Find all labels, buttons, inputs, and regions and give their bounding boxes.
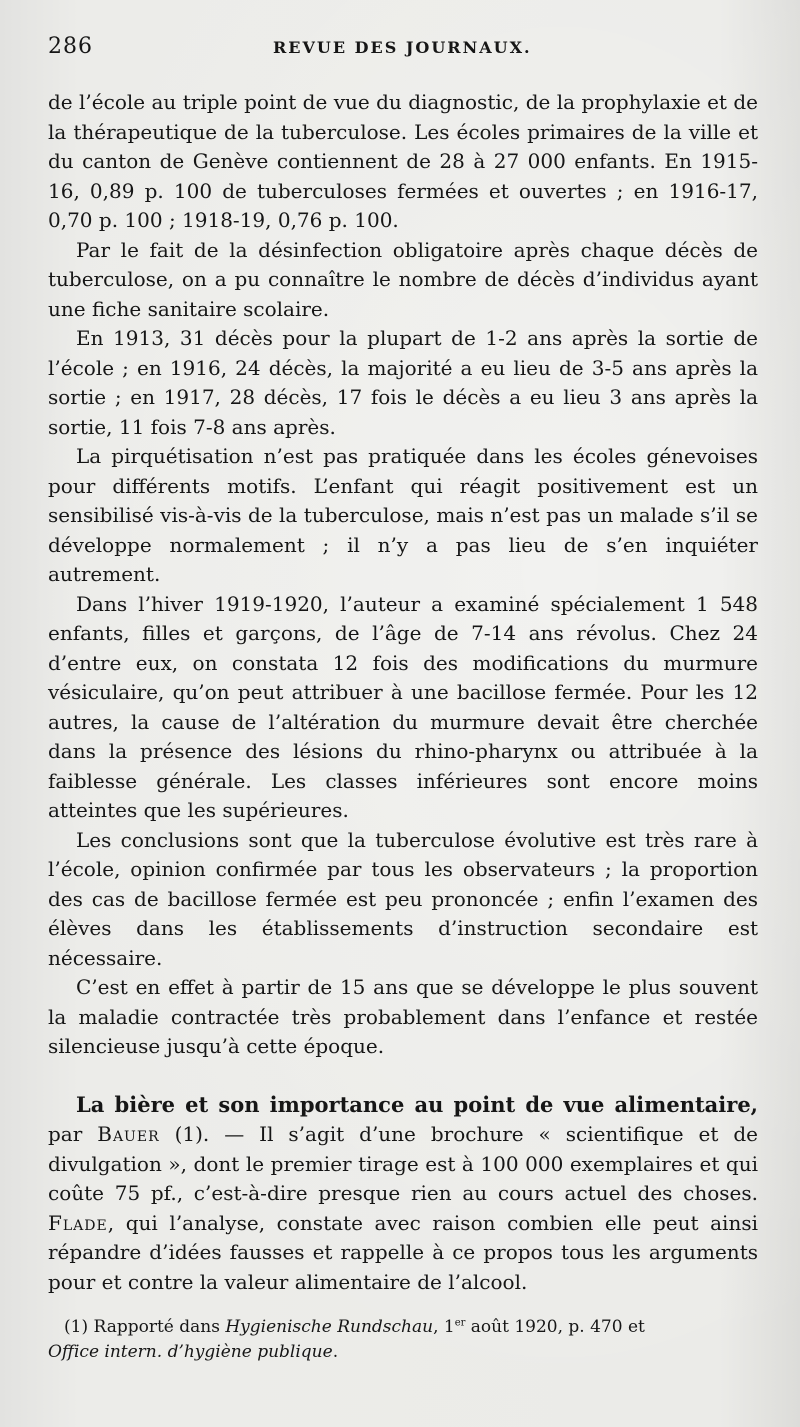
page-number: 286	[48, 34, 93, 59]
footnote-continuation	[48, 1340, 758, 1365]
article-headline: La bière et son importance au point de vue alimentaire,	[76, 1091, 758, 1117]
article-by: par	[48, 1122, 83, 1146]
footnote-date-sup: er	[454, 1317, 466, 1329]
paragraph-pirquet: La pirquétisation n’est pas pratiquée dans les écoles génevoises pour différents motifs. L’enfant qui réagit positivement est un sensibilisé vis-à-vis de la tuberculose, mais n’est pas un malade s’il se développe normalement ; il n’y a pas lieu de s’en inquiéter autrement.	[48, 444, 758, 586]
paragraph-winter-study: Dans l’hiver 1919-1920, l’auteur a examiné spécialement 1 548 enfants, filles et garçons, de l’âge de 7-14 ans révolus. Chez 24 d’entre eux, on constata 12 fois des modifications du murmure vésiculaire, qu’on peut attribuer à une bacillose fermée. Pour les 12 autres, la cause de l’altération du murmure devait être cherchée dans la présence des lésions du rhino-pharynx ou attribuée à la faiblesse générale. Les classes inférieures sont encore moins atteintes que les supérieures.	[48, 591, 758, 822]
paragraph-conclusions: Les conclusions sont que la tuberculose évolutive est très rare à l’école, opinion confirmée par tous les observateurs ; la proportion des cas de bacillose fermée est peu prononcée ; enfin l’examen des élèves dans les établissements d’instruction secondaire est nécessaire.	[48, 827, 758, 970]
footnotes	[48, 1315, 758, 1365]
footnote-1	[48, 1315, 758, 1365]
article-author: Bauer	[97, 1122, 160, 1146]
body-text	[48, 88, 758, 1297]
footnote-office: Office intern. d’hygiène publique	[48, 1342, 333, 1362]
article-beer	[48, 1090, 758, 1298]
running-head	[48, 28, 758, 68]
footnote-marker: (1)	[64, 1317, 89, 1337]
article-reviewer: Flade	[48, 1210, 108, 1235]
footnote-text-after: août 1920, p. 470 et	[465, 1317, 645, 1337]
footnote-reference: (1).	[174, 1122, 210, 1146]
article-body-part2: , qui l’analyse, constate avec raison combien elle peut ainsi répandre d’idées fausses et rappelle à ce propos tous les arguments pour et contre la valeur alimentaire de l’alcool.	[48, 1210, 758, 1294]
paragraph-disinfection: Par le fait de la désinfection obligatoire après chaque décès de tuberculose, on a pu connaître le nombre de décès d’individus ayant une fiche sanitaire scolaire.	[48, 237, 758, 321]
article-body-part1: — Il s’agit d’une brochure « scientifique et de divulgation », dont le premier tirage est à 100 000 exemplaires et qui coûte 75 pf., c’est-à-dire presque rien au cours actuel des choses.	[48, 1122, 759, 1205]
footnote-date-day: , 1	[433, 1317, 455, 1337]
journal-title: REVUE DES JOURNAUX.	[273, 38, 532, 57]
paragraph-deaths: En 1913, 31 décès pour la plupart de 1-2 ans après la sortie de l’école ; en 1916, 24 décès, la majorité a eu lieu de 3-5 ans après la sortie ; en 1917, 28 décès, 17 fois le décès a eu lieu 3 ans après la sortie, 11 fois 7-8 ans après.	[48, 326, 758, 439]
footnote-text-before: Rapporté dans	[93, 1317, 220, 1337]
footnote-source: Hygienische Rundschau	[225, 1317, 434, 1337]
footnote-end: .	[332, 1342, 339, 1362]
paragraph-continuation: de l’école au triple point de vue du diagnostic, de la prophylaxie et de la thérapeutique de la tuberculose. Les écoles primaires de la ville et du canton de Genève contiennent de 28 à 27 000 enfants. En 1915-16, 0,89 p. 100 de tuberculoses fermées et ouvertes ; en 1916-17, 0,70 p. 100 ; 1918-19, 0,76 p. 100.	[48, 90, 758, 232]
paragraph-age-onset: C’est en effet à partir de 15 ans que se développe le plus souvent la maladie contractée très probablement dans l’enfance et restée silencieuse jusqu’à cette époque.	[48, 975, 758, 1058]
